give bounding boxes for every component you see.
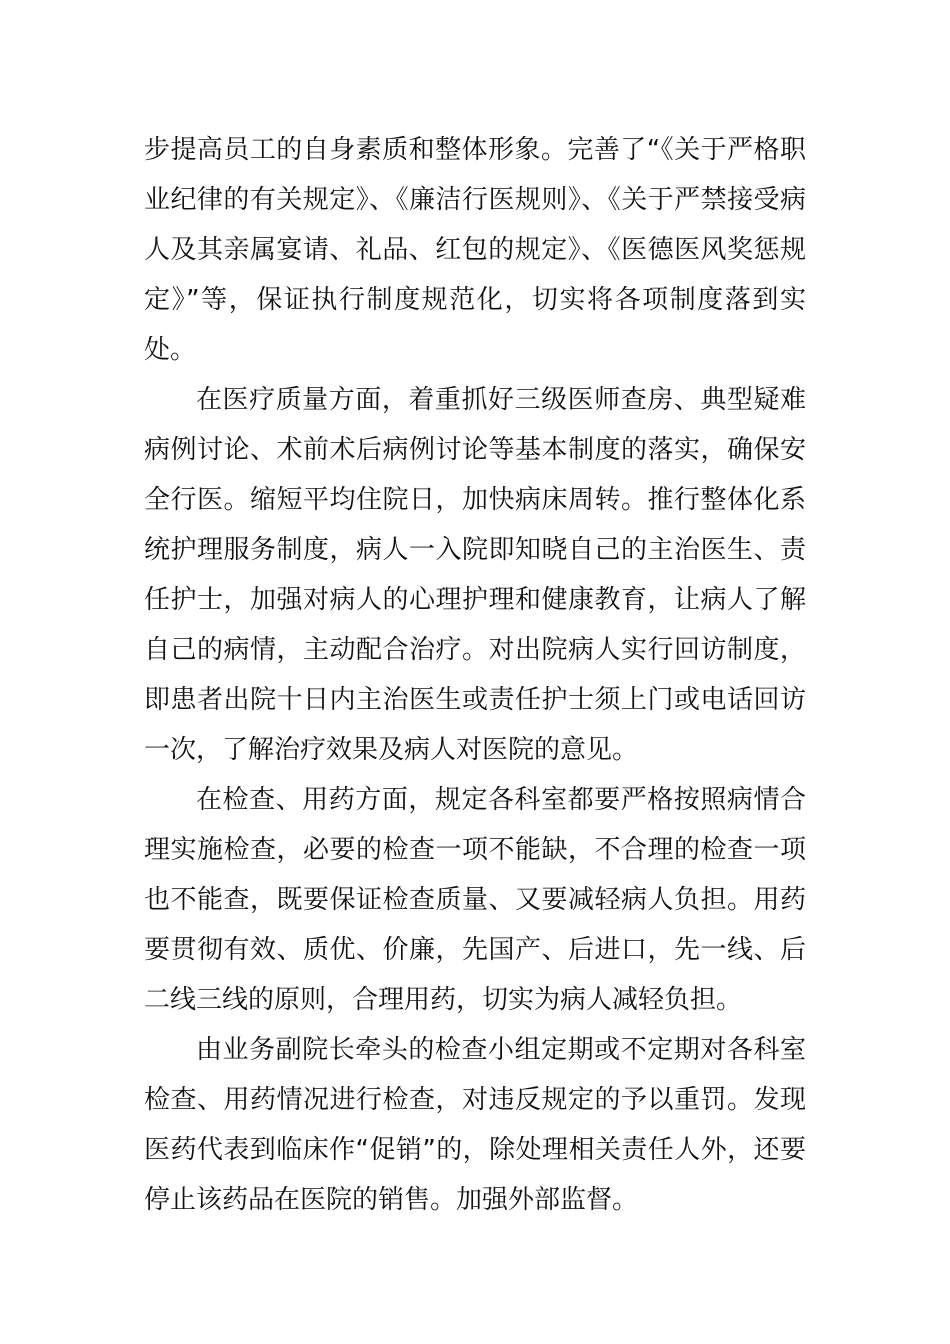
paragraph-2: 在医疗质量方面，着重抓好三级医师查房、典型疑难病例讨论、术前术后病例讨论等基本制度的落实，确保安全行医。缩短平均住院日，加快病床周转。推行整体化系统护理服务制度，病人一入院即知晓自己的主治医生、责任护士，加强对病人的心理护理和健康教育，让病人了解自己的病情，主动配合治疗。对出院病人实行回访制度，即患者出院十日内主治医生或责任护士须上门或电话回访一次，了解治疗效果及病人对医院的意见。 (144, 385, 806, 765)
paragraph-1: 步提高员工的自身素质和整体形象。完善了“《关于严格职业纪律的有关规定》、《廉洁行医规则》、《关于严禁接受病人及其亲属宴请、礼品、红包的规定》、《医德医风奖惩规定》”等，保证执行制度规范化，切实将各项制度落到实处。 (144, 135, 806, 365)
paragraph-4: 由业务副院长牵头的检查小组定期或不定期对各科室检查、用药情况进行检查，对违反规定的予以重罚。发现医药代表到临床作“促销”的，除处理相关责任人外，还要停止该药品在医院的销售。加强外部监督。 (144, 1035, 806, 1215)
paragraph-3: 在检查、用药方面，规定各科室都要严格按照病情合理实施检查，必要的检查一项不能缺，不合理的检查一项也不能查，既要保证检查质量、又要减轻病人负担。用药要贯彻有效、质优、价廉，先国产、后进口，先一线、后二线三线的原则，合理用药，切实为病人减轻负担。 (144, 785, 806, 1015)
document-body (144, 125, 806, 1225)
